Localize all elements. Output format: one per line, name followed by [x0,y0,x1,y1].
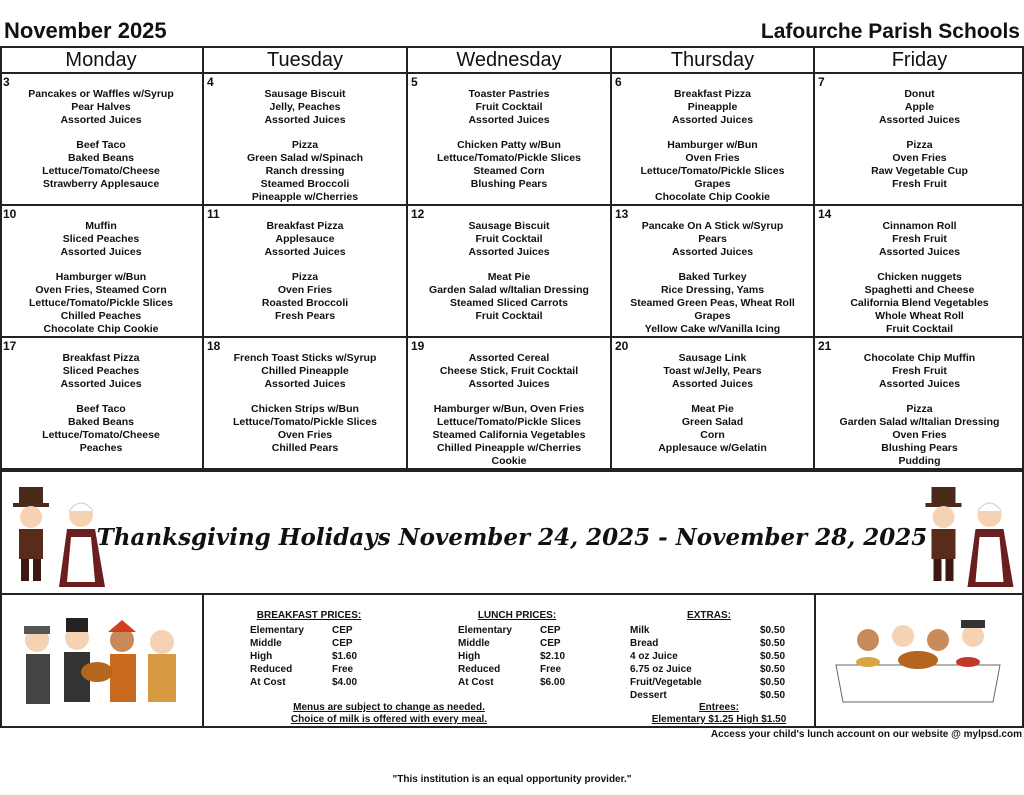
price-label: Milk [630,625,650,636]
day-number: 18 [207,339,221,353]
note-change: Menus are subject to change as needed. [293,702,485,713]
price-value: CEP [332,638,353,649]
lunch-item: Applesauce w/Gelatin [658,442,767,454]
lunch-item: Rice Dressing, Yams [660,284,765,296]
lunch-item: Chicken Strips w/Bun [251,403,359,415]
lunch-item: Pineapple w/Cherries [251,191,359,203]
day-number: 21 [818,339,832,353]
breakfast-item: Apple [904,101,935,113]
price-value: CEP [332,625,353,636]
price-value: $0.50 [760,625,786,636]
lunch-item: Meat Pie [691,403,734,415]
day-number: 12 [411,207,425,221]
menu-notes [274,702,504,726]
lunch-item: Garden Salad w/Italian Dressing [429,284,589,296]
day-number: 5 [411,75,418,89]
price-value: $0.50 [760,677,786,688]
breakfast-item: Breakfast Pizza [62,352,140,364]
price-label: Elementary [250,625,304,636]
pilgrim-couple-right-icon [905,477,1020,592]
lunch-item: Yellow Cake w/Vanilla Icing [644,323,781,335]
extras-prices [624,609,794,702]
breakfast-prices-title: BREAKFAST PRICES: [256,610,362,621]
breakfast-item: Assorted Juices [468,246,550,258]
lunch-item: Hamburger w/Bun, Oven Fries [433,403,585,415]
price-row [624,689,794,702]
day-cell [612,74,815,206]
price-value: $0.50 [760,638,786,649]
price-value: $0.50 [760,651,786,662]
lunch-item: Oven Fries [277,429,333,441]
breakfast-item: Assorted Juices [878,378,961,390]
lunch-item: Oven Fries [277,284,333,296]
lunch-account-link[interactable]: Access your child's lunch account on our website @ mylpsd.com [710,729,1022,740]
lunch-item: Grapes [694,178,731,190]
day-cell [815,338,1024,470]
lunch-item: Oven Fries [892,152,947,164]
price-row [244,637,374,650]
breakfast-item: Cheese Stick, Fruit Cocktail [439,365,579,377]
lunch-item: Lettuce/Tomato/Cheese [42,429,160,441]
menu-gap [0,391,202,403]
day-cell [0,206,204,338]
breakfast-item: Toast w/Jelly, Pears [663,365,762,377]
lunch-item: Baked Beans [68,416,134,428]
breakfast-item: Breakfast Pizza [673,88,752,100]
breakfast-item: Assorted Juices [264,246,346,258]
day-header-friday: Friday [815,46,1024,74]
day-cell [408,338,612,470]
day-number: 14 [818,207,832,221]
breakfast-item: Assorted Juices [878,246,961,258]
day-menu [408,352,610,468]
day-cell [612,206,815,338]
breakfast-item: Sausage Biscuit [468,220,550,232]
lunch-item: Spaghetti and Cheese [864,284,975,296]
day-header-tuesday: Tuesday [204,46,408,74]
lunch-item: Green Salad [681,416,744,428]
price-label: At Cost [250,677,286,688]
price-value: $0.50 [760,664,786,675]
lunch-item: Lettuce/Tomato/Cheese [42,165,160,177]
menu-gap [204,391,406,403]
breakfast-item: Fruit Cocktail [475,101,543,113]
lunch-item: Beef Taco [76,139,126,151]
lunch-item: Fresh Fruit [892,178,947,190]
entrees-title: Entrees: [698,702,739,713]
day-number: 3 [3,75,10,89]
price-row [244,650,374,663]
breakfast-item: Sliced Peaches [62,233,140,245]
price-row [244,624,374,637]
lunch-item: Whole Wheat Roll [875,310,964,322]
price-row [624,624,794,637]
breakfast-item: Applesauce [275,233,335,245]
menu-gap [0,259,202,271]
breakfast-item: Toaster Pastries [468,88,550,100]
lunch-item: Chocolate Chip Cookie [43,323,159,335]
day-menu [204,88,406,204]
day-cell [612,338,815,470]
day-menu [204,352,406,455]
breakfast-item: Assorted Juices [60,246,142,258]
day-menu [612,352,813,455]
breakfast-item: Sliced Peaches [62,365,140,377]
price-row [624,676,794,689]
breakfast-item: Chocolate Chip Muffin [863,352,976,364]
breakfast-item: Jelly, Peaches [269,101,341,113]
lunch-item: Chicken nuggets [877,271,962,283]
day-header-thursday: Thursday [612,46,815,74]
day-number: 10 [3,207,17,221]
menu-gap [204,127,406,139]
breakfast-item: Pancake On A Stick w/Syrup [641,220,784,232]
lunch-item: Chilled Peaches [60,310,142,322]
lunch-item: Corn [700,429,725,441]
menu-gap [612,259,813,271]
day-number: 13 [615,207,629,221]
breakfast-item: Sausage Biscuit [264,88,346,100]
menu-gap [408,391,610,403]
price-row [452,650,582,663]
lunch-item: Blushing Pears [881,442,958,454]
lunch-item: Hamburger w/Bun [667,139,758,151]
menu-gap [408,127,610,139]
lunch-item: Steamed California Vegetables [432,429,586,441]
price-label: 6.75 oz Juice [630,664,692,675]
day-cell [204,74,408,206]
price-label: 4 oz Juice [630,651,678,662]
day-menu [0,220,202,336]
lunch-item: Pizza [291,139,319,151]
price-value: Free [332,664,354,675]
menu-gap [815,127,1024,139]
breakfast-item: Sausage Link [678,352,747,364]
lunch-item: California Blend Vegetables [850,297,989,309]
day-number: 11 [207,207,220,221]
price-row [624,637,794,650]
breakfast-item: Assorted Juices [671,246,754,258]
day-number: 7 [818,75,825,89]
price-label: Middle [250,638,282,649]
lunch-item: Oven Fries [685,152,740,164]
price-row [452,637,582,650]
lunch-item: Chocolate Chip Cookie [655,191,770,203]
lunch-item: Steamed Sliced Carrots [450,297,568,309]
pilgrim-group-panel [0,595,204,728]
equal-opportunity-statement: "This institution is an equal opportunity provider." [392,774,632,785]
breakfast-item: Pear Halves [71,101,131,113]
lunch-item: Pudding [898,455,941,467]
price-value: $1.60 [332,651,358,662]
lunch-item: Lettuce/Tomato/Pickle Slices [640,165,785,177]
day-cell [815,74,1024,206]
extras-title: EXTRAS: [687,610,731,621]
lunch-item: Raw Vegetable Cup [871,165,968,177]
price-value: $0.50 [760,690,786,701]
day-number: 17 [3,339,17,353]
day-menu [408,220,610,323]
lunch-item: Meat Pie [487,271,531,283]
price-label: Elementary [458,625,512,636]
breakfast-item: Fresh Fruit [892,365,947,377]
breakfast-item: Fruit Cocktail [475,233,543,245]
lunch-item: Green Salad w/Spinach [246,152,364,164]
price-value: CEP [540,625,561,636]
day-menu [0,352,202,455]
lunch-item: Ranch dressing [265,165,345,177]
breakfast-item: Pineapple [687,101,738,113]
breakfast-item: Pears [698,233,727,245]
price-value: $6.00 [540,677,566,688]
day-number: 19 [411,339,425,353]
breakfast-item: Fresh Fruit [892,233,947,245]
lunch-item: Baked Turkey [678,271,747,283]
day-menu [815,352,1024,468]
price-row [624,663,794,676]
breakfast-item: Assorted Juices [264,114,346,126]
lunch-item: Lettuce/Tomato/Pickle Slices [233,416,377,428]
lunch-item: Cookie [491,455,527,467]
day-menu [815,220,1024,336]
thanksgiving-banner [0,470,1024,595]
day-cell [0,74,204,206]
breakfast-item: Assorted Juices [60,378,142,390]
breakfast-item: Assorted Juices [60,114,142,126]
entrees [624,702,814,726]
day-menu [408,88,610,191]
lunch-item: Pizza [291,271,319,283]
price-value: $4.00 [332,677,358,688]
lunch-item: Grapes [694,310,731,322]
lunch-item: Hamburger w/Bun [55,271,147,283]
price-row [624,650,794,663]
lunch-item: Steamed Corn [473,165,545,177]
breakfast-item: Breakfast Pizza [266,220,344,232]
day-menu [204,220,406,323]
lunch-item: Garden Salad w/Italian Dressing [839,416,1000,428]
lunch-prices [452,609,582,689]
lunch-item: Roasted Broccoli [261,297,349,309]
prices-panel [204,595,816,728]
menu-gap [815,259,1024,271]
lunch-item: Pizza [906,139,933,151]
district-title: Lafourche Parish Schools [760,20,1020,43]
day-cell [408,74,612,206]
menu-gap [204,259,406,271]
breakfast-item: Assorted Juices [468,114,550,126]
lunch-item: Lettuce/Tomato/Pickle Slices [437,416,581,428]
price-row [244,663,374,676]
price-value: Free [540,664,562,675]
note-milk: Choice of milk is offered with every meal. [290,714,488,725]
lunch-item: Pizza [906,403,933,415]
lunch-item: Chilled Pineapple w/Cherries [436,442,582,454]
lunch-item: Fruit Cocktail [475,310,543,322]
breakfast-item: Donut [904,88,935,100]
thanksgiving-feast-icon [828,610,1008,710]
day-menu [612,88,813,204]
lunch-prices-title: LUNCH PRICES: [477,610,557,621]
lunch-item: Oven Fries, Steamed Corn [35,284,167,296]
price-label: High [250,651,273,662]
pilgrim-group-icon [12,610,187,710]
price-label: Reduced [458,664,501,675]
lunch-item: Blushing Pears [470,178,548,190]
lunch-item: Chicken Patty w/Bun [457,139,561,151]
lunch-item: Beef Taco [76,403,126,415]
day-number: 4 [207,75,214,89]
breakfast-item: Assorted Cereal [468,352,550,364]
day-header-wednesday: Wednesday [408,46,612,74]
month-title: November 2025 [4,18,167,43]
breakfast-item: French Toast Sticks w/Syrup [233,352,377,364]
price-label: Fruit/Vegetable [630,677,702,688]
breakfast-item: Assorted Juices [878,114,961,126]
lunch-item: Lettuce/Tomato/Pickle Slices [437,152,581,164]
menu-gap [612,127,813,139]
breakfast-item: Cinnamon Roll [882,220,957,232]
breakfast-item: Pancakes or Waffles w/Syrup [28,88,174,100]
lunch-item: Baked Beans [68,152,134,164]
price-value: CEP [540,638,561,649]
lunch-item: Fruit Cocktail [885,323,954,335]
price-row [452,624,582,637]
feast-panel [816,595,1024,728]
breakfast-item: Muffin [85,220,117,232]
day-menu [0,88,202,191]
menu-gap [0,127,202,139]
breakfast-item: Assorted Juices [671,378,754,390]
day-number: 6 [615,75,622,89]
day-header-monday: Monday [0,46,204,74]
menu-gap [408,259,610,271]
breakfast-item: Assorted Juices [468,378,550,390]
day-cell [204,206,408,338]
lunch-item: Steamed Green Peas, Wheat Roll [630,297,795,309]
day-number: 20 [615,339,629,353]
day-cell [0,338,204,470]
price-label: High [458,651,481,662]
day-cell [815,206,1024,338]
breakfast-item: Chilled Pineapple [261,365,349,377]
lunch-item: Fresh Pears [274,310,336,322]
price-label: Reduced [250,664,293,675]
breakfast-prices [244,609,374,689]
holiday-banner-text: Thanksgiving Holidays November 24, 2025 - November 28, 2025 [96,524,928,551]
day-cell [408,206,612,338]
price-row [452,676,582,689]
price-label: Dessert [630,690,667,701]
price-row [244,676,374,689]
lunch-item: Peaches [79,442,123,454]
price-row [452,663,582,676]
lunch-item: Steamed Broccoli [260,178,350,190]
day-cell [204,338,408,470]
lunch-item: Oven Fries [892,429,947,441]
menu-gap [815,391,1024,403]
breakfast-item: Assorted Juices [671,114,754,126]
price-label: Middle [458,638,490,649]
price-label: Bread [630,638,659,649]
lunch-item: Chilled Pears [271,442,339,454]
menu-gap [612,391,813,403]
lunch-item: Lettuce/Tomato/Pickle Slices [29,297,173,309]
price-label: At Cost [458,677,494,688]
breakfast-item: Assorted Juices [264,378,346,390]
day-menu [815,88,1024,191]
entrees-prices: Elementary $1.25 High $1.50 [651,714,787,725]
lunch-item: Strawberry Applesauce [42,178,160,190]
price-value: $2.10 [540,651,566,662]
day-menu [612,220,813,336]
